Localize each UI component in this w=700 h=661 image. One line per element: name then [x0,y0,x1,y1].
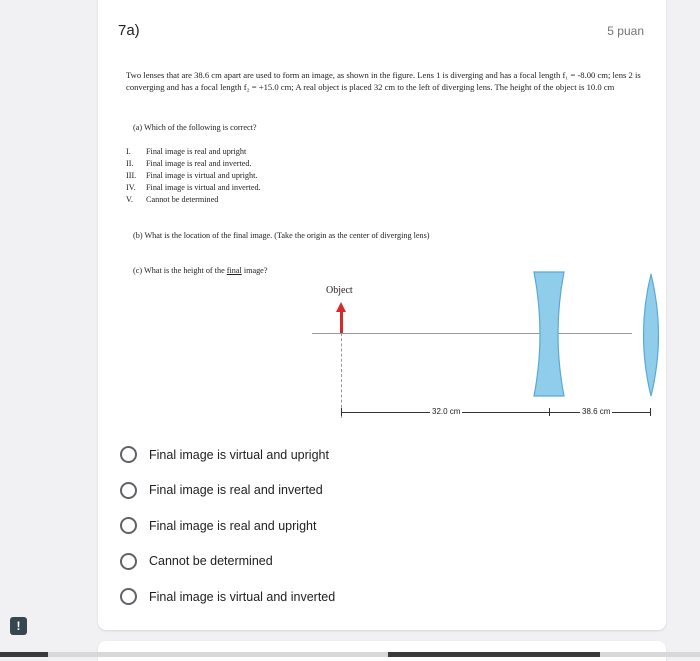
lens-figure [312,270,642,430]
roman-item: I. Final image is real and upright [126,147,247,156]
object-label: Object [326,285,353,296]
radio-button[interactable] [120,553,137,570]
radio-button[interactable] [120,588,137,605]
roman-item: IV. Final image is virtual and inverted. [126,183,261,192]
dimension-label-2: 38.6 cm [582,407,611,416]
radio-button[interactable] [120,482,137,499]
object-arrow-head [336,302,346,312]
bottom-strip [600,652,700,657]
next-question-card [98,641,666,661]
radio-button[interactable] [120,446,137,463]
subquestion-b: (b) What is the location of the final image. (Take the origin as the center of diverging lens) [133,231,430,240]
optical-axis [312,333,632,334]
roman-item: V. Cannot be determined [126,195,219,204]
bottom-strip [388,652,600,657]
subquestion-c: (c) What is the height of the final image? [133,266,268,275]
dimension-label-1: 32.0 cm [432,407,461,416]
subquestion-a: (a) Which of the following is correct? [133,123,257,132]
option-virtual-inverted[interactable]: Final image is virtual and inverted [120,579,335,615]
answer-options [120,437,335,615]
option-cannot-be-determined[interactable]: Cannot be determined [120,544,335,580]
roman-item: III. Final image is virtual and upright. [126,171,258,180]
object-dashed-line [341,328,342,418]
converging-lens-icon [640,272,662,398]
question-number: 7a) [118,22,140,39]
points-label: 5 puan [607,24,644,38]
roman-item: II. Final image is real and inverted. [126,159,252,168]
option-real-inverted[interactable]: Final image is real and inverted [120,473,335,509]
report-alert-icon[interactable]: ! [10,617,27,635]
question-card [98,0,666,630]
dim-tick [650,408,651,416]
bottom-strip [48,652,388,657]
object-arrow [340,310,343,333]
diverging-lens-icon [532,270,566,398]
option-virtual-upright[interactable]: Final image is virtual and upright [120,437,335,473]
problem-statement [126,70,646,93]
radio-button[interactable] [120,517,137,534]
bottom-strip [0,652,48,657]
roman-list [126,146,261,206]
problem-text: Two lenses that are 38.6 cm apart are used to form an image, as shown in the figure. Lens 1 is diverging and has a focal length f₁ = -8.00 cm; lens 2 is converging and has a focal length f₂ = +15.0 cm; A real object is placed 32 cm to the left of diverging lens. The height of the object is 10.0 cm [126,70,641,92]
option-real-upright[interactable]: Final image is real and upright [120,508,335,544]
